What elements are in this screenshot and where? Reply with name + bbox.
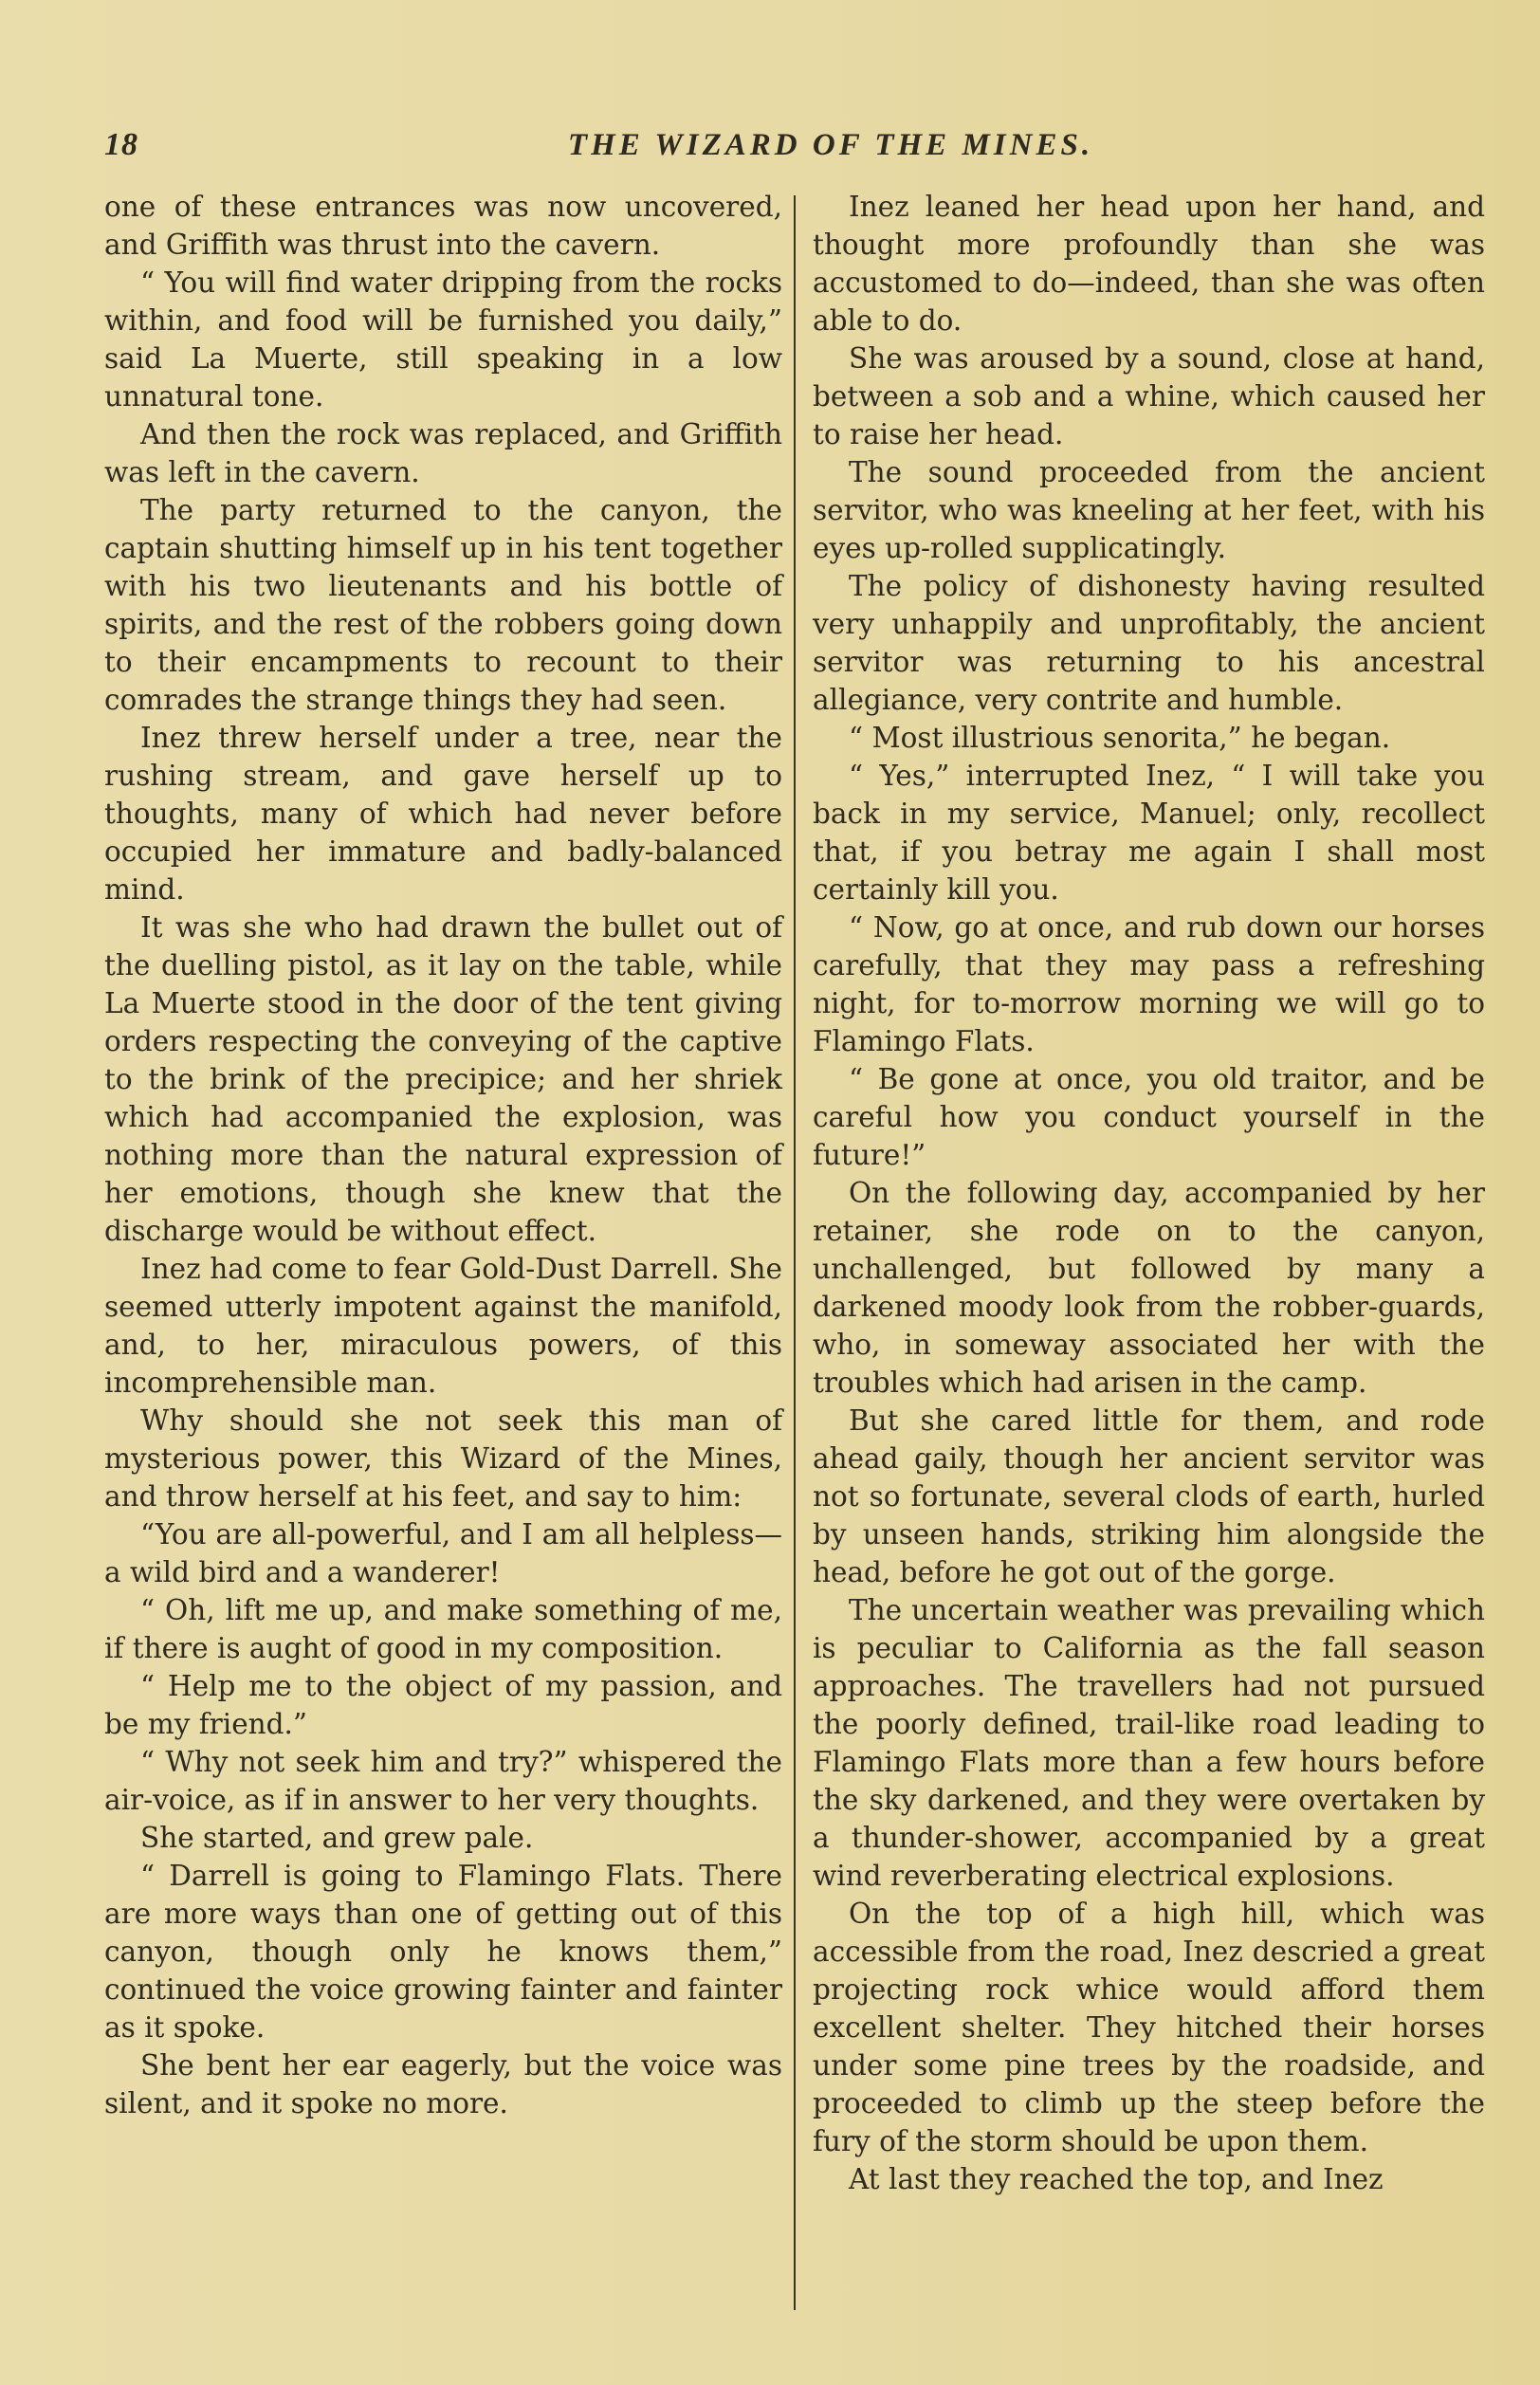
paragraph: “ Most illustrious senorita,” he began. — [849, 722, 1391, 754]
paragraph: “ Oh, lift me up, and make something of me, if there is aught of good in my composition. — [104, 1594, 782, 1664]
page-number: 18 — [104, 127, 138, 162]
paragraph: “ You will find water dripping from the rocks within, and food will be furnished you daily,” said La Muerte, still speaking in a low unnatural tone. — [104, 266, 782, 413]
paragraph: On the following day, accompanied by her retainer, she rode on to the canyon, unchallenged, but followed by many a darkened moody look from the robber-guards, who, in someway associated her with the troubles which had arisen in the camp. — [813, 1177, 1485, 1399]
paragraph: one of these entrances was now uncovered, and Griffith was thrust into the cavern. — [104, 191, 782, 261]
paragraph: Inez had come to fear Gold-Dust Darrell. She seemed utterly impotent against the manifold, and, to her, miraculous powers, of this incomprehensible man. — [104, 1253, 782, 1399]
paragraph: On the top of a high hill, which was accessible from the road, Inez descried a great projecting rock whice would afford them excellent shelter. They hitched their horses under some pine trees by the roadside, and proceeded to climb up the steep before the fury of the storm should be upon them. — [813, 1898, 1485, 2157]
right-column — [796, 188, 1485, 2321]
paragraph: “ Darrell is going to Flamingo Flats. There are more ways than one of getting out of this canyon, though only he knows them,” continued the voice growing fainter and fainter as it spoke. — [104, 1860, 782, 2044]
paragraph: She was aroused by a sound, close at hand, between a sob and a whine, which caused her to raise her head. — [813, 342, 1485, 450]
paragraph: Inez threw herself under a tree, near the rushing stream, and gave herself up to thoughts, many of which had never before occupied her immature and badly-balanced mind. — [104, 722, 782, 906]
text-columns — [104, 188, 1503, 2321]
paragraph: The party returned to the canyon, the captain shutting himself up in his tent together with his two lieutenants and his bottle of spirits, and the rest of the robbers going down to their encampments to recount to their comrades the strange things they had seen. — [104, 494, 782, 716]
paragraph: “ Help me to the object of my passion, and be my friend.” — [104, 1670, 782, 1740]
paragraph: The sound proceeded from the ancient servitor, who was kneeling at her feet, with his eyes up-rolled supplicatingly. — [813, 456, 1485, 564]
paragraph: She bent her ear eagerly, but the voice was silent, and it spoke no more. — [104, 2049, 782, 2119]
paragraph: The uncertain weather was prevailing which is peculiar to California as the fall season approaches. The travellers had not pursued the poorly defined, trail-like road leading to Flamingo Flats more than a few hours before the sky darkened, and they were overtaken by a thunder-shower, accompanied by a great wind reverberating electrical explosions. — [813, 1594, 1485, 1892]
paragraph: “ Be gone at once, you old traitor, and be careful how you conduct yourself in the future!” — [813, 1063, 1485, 1171]
page-header — [104, 121, 1500, 169]
paragraph: Inez leaned her head upon her hand, and thought more profoundly than she was accustomed to do—indeed, than she was often able to do. — [813, 191, 1485, 337]
paragraph: “ Yes,” interrupted Inez, “ I will take you back in my service, Manuel; only, recollect that, if you betray me again I shall most certainly kill you. — [813, 760, 1485, 906]
paragraph: Why should she not seek this man of mysterious power, this Wizard of the Mines, and throw herself at his feet, and say to him: — [104, 1404, 782, 1513]
paragraph: It was she who had drawn the bullet out of the duelling pistol, as it lay on the table, while La Muerte stood in the door of the tent giving orders respecting the conveying of the captive to the brink of the precipice; and her shriek which had accompanied the explosion, was nothing more than the natural expression of her emotions, though she knew that the discharge would be without effect. — [104, 911, 782, 1247]
paragraph: “ Now, go at once, and rub down our horses carefully, that they may pass a refreshing night, for to-morrow morning we will go to Flamingo Flats. — [813, 911, 1485, 1057]
paragraph: At last they reached the top, and Inez — [849, 2163, 1384, 2195]
running-title: THE WIZARD OF THE MINES. — [567, 127, 1094, 162]
paragraph: She started, and grew pale. — [140, 1822, 534, 1854]
paragraph: “ Why not seek him and try?” whispered the air-voice, as if in answer to her very thoughts. — [104, 1746, 782, 1816]
paragraph: But she cared little for them, and rode ahead gaily, though her ancient servitor was not so fortunate, several clods of earth, hurled by unseen hands, striking him alongside the head, before he got out of the gorge. — [813, 1404, 1485, 1588]
paragraph: The policy of dishonesty having resulted very unhappily and unprofitably, the ancient servitor was returning to his ancestral allegiance, very contrite and humble. — [813, 570, 1485, 716]
paragraph: And then the rock was replaced, and Griffith was left in the cavern. — [104, 418, 782, 488]
paragraph: “You are all-powerful, and I am all helpless—a wild bird and a wanderer! — [104, 1518, 782, 1588]
left-column — [104, 188, 794, 2321]
